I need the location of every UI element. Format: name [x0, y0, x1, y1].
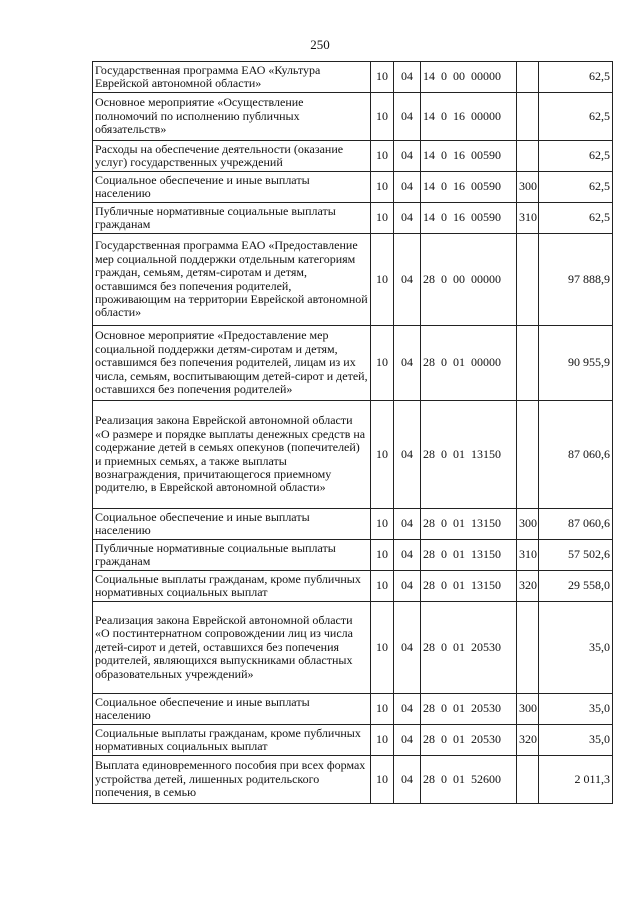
expense-type-code: 300 — [517, 172, 539, 203]
row-description: Социальное обеспечение и иные выплаты населению — [93, 694, 371, 725]
target-item-code: 14 0 16 00590 — [421, 172, 517, 203]
target-item-code: 28 0 01 13150 — [421, 401, 517, 509]
row-description: Государственная программа ЕАО «Предоставление мер социальной поддержки отдельным категориям граждан, семьям, детям-сиротам и детям, оставшимся без попечения родителей, проживающим на территории Еврейской автономной области» — [93, 234, 371, 326]
target-item-code: 28 0 01 20530 — [421, 694, 517, 725]
subsection-code: 04 — [394, 172, 421, 203]
table-row — [93, 540, 613, 571]
row-description: Публичные нормативные социальные выплаты гражданам — [93, 540, 371, 571]
target-item-code: 14 0 16 00590 — [421, 141, 517, 172]
section-code: 10 — [371, 326, 394, 401]
target-item-code: 28 0 01 13150 — [421, 571, 517, 602]
row-description: Государственная программа ЕАО «Культура Еврейской автономной области» — [93, 62, 371, 93]
row-description: Социальные выплаты гражданам, кроме публичных нормативных социальных выплат — [93, 571, 371, 602]
expense-type-code: 320 — [517, 725, 539, 756]
amount: 97 888,9 — [539, 234, 613, 326]
amount: 62,5 — [539, 141, 613, 172]
amount: 62,5 — [539, 93, 613, 141]
subsection-code: 04 — [394, 694, 421, 725]
row-description: Социальные выплаты гражданам, кроме публичных нормативных социальных выплат — [93, 725, 371, 756]
row-description: Реализация закона Еврейской автономной области «О размере и порядке выплаты денежных средств на содержание детей в семьях опекунов (попечителей) и приемных семьях, а также выплаты вознаграждения, причитающегося приемному родителю, в Еврейской автономной области» — [93, 401, 371, 509]
table-row — [93, 62, 613, 93]
subsection-code: 04 — [394, 602, 421, 694]
amount: 57 502,6 — [539, 540, 613, 571]
table-row — [93, 326, 613, 401]
table-row — [93, 694, 613, 725]
section-code: 10 — [371, 694, 394, 725]
table-row — [93, 234, 613, 326]
amount: 35,0 — [539, 602, 613, 694]
section-code: 10 — [371, 509, 394, 540]
budget-table — [92, 61, 613, 804]
expense-type-code — [517, 141, 539, 172]
target-item-code: 14 0 16 00590 — [421, 203, 517, 234]
table-row — [93, 509, 613, 540]
table-row — [93, 725, 613, 756]
amount: 35,0 — [539, 694, 613, 725]
amount: 35,0 — [539, 725, 613, 756]
expense-type-code: 300 — [517, 694, 539, 725]
table-row — [93, 571, 613, 602]
subsection-code: 04 — [394, 540, 421, 571]
section-code: 10 — [371, 234, 394, 326]
row-description: Расходы на обеспечение деятельности (оказание услуг) государственных учреждений — [93, 141, 371, 172]
subsection-code: 04 — [394, 203, 421, 234]
amount: 90 955,9 — [539, 326, 613, 401]
subsection-code: 04 — [394, 571, 421, 602]
target-item-code: 28 0 00 00000 — [421, 234, 517, 326]
amount: 87 060,6 — [539, 509, 613, 540]
row-description: Основное мероприятие «Предоставление мер социальной поддержки детям-сиротам и детям, оставшимся без попечения родителей, лицам из их числа, семьям, воспитывающим детей-сирот и детей, оставшихся без попечения родителей» — [93, 326, 371, 401]
section-code: 10 — [371, 401, 394, 509]
section-code: 10 — [371, 602, 394, 694]
subsection-code: 04 — [394, 62, 421, 93]
target-item-code: 14 0 00 00000 — [421, 62, 517, 93]
table-row — [93, 602, 613, 694]
subsection-code: 04 — [394, 509, 421, 540]
table-row — [93, 93, 613, 141]
row-description: Публичные нормативные социальные выплаты гражданам — [93, 203, 371, 234]
row-description: Выплата единовременного пособия при всех формах устройства детей, лишенных родительского попечения, в семью — [93, 756, 371, 804]
amount: 62,5 — [539, 62, 613, 93]
expense-type-code: 310 — [517, 203, 539, 234]
section-code: 10 — [371, 93, 394, 141]
subsection-code: 04 — [394, 401, 421, 509]
subsection-code: 04 — [394, 234, 421, 326]
amount: 62,5 — [539, 203, 613, 234]
target-item-code: 28 0 01 20530 — [421, 602, 517, 694]
target-item-code: 28 0 01 13150 — [421, 540, 517, 571]
section-code: 10 — [371, 571, 394, 602]
expense-type-code — [517, 93, 539, 141]
target-item-code: 28 0 01 13150 — [421, 509, 517, 540]
expense-type-code — [517, 326, 539, 401]
expense-type-code: 310 — [517, 540, 539, 571]
page-number: 250 — [310, 37, 330, 52]
row-description: Основное мероприятие «Осуществление полномочий по исполнению публичных обязательств» — [93, 93, 371, 141]
expense-type-code — [517, 756, 539, 804]
table-row — [93, 172, 613, 203]
section-code: 10 — [371, 62, 394, 93]
table-row — [93, 203, 613, 234]
table-row — [93, 756, 613, 804]
subsection-code: 04 — [394, 141, 421, 172]
row-description: Социальное обеспечение и иные выплаты населению — [93, 509, 371, 540]
table-row — [93, 141, 613, 172]
row-description: Реализация закона Еврейской автономной области «О постинтернатном сопровождении лиц из числа детей-сирот и детей, оставшихся без попечения родителей, являющихся выпускниками областных образовательных учреждений» — [93, 602, 371, 694]
expense-type-code: 320 — [517, 571, 539, 602]
table-row — [93, 401, 613, 509]
amount: 2 011,3 — [539, 756, 613, 804]
expense-type-code — [517, 602, 539, 694]
expense-type-code — [517, 234, 539, 326]
section-code: 10 — [371, 172, 394, 203]
section-code: 10 — [371, 540, 394, 571]
subsection-code: 04 — [394, 93, 421, 141]
amount: 29 558,0 — [539, 571, 613, 602]
section-code: 10 — [371, 725, 394, 756]
target-item-code: 28 0 01 00000 — [421, 326, 517, 401]
row-description: Социальное обеспечение и иные выплаты населению — [93, 172, 371, 203]
subsection-code: 04 — [394, 326, 421, 401]
amount: 87 060,6 — [539, 401, 613, 509]
expense-type-code — [517, 62, 539, 93]
target-item-code: 28 0 01 52600 — [421, 756, 517, 804]
section-code: 10 — [371, 141, 394, 172]
subsection-code: 04 — [394, 725, 421, 756]
amount: 62,5 — [539, 172, 613, 203]
target-item-code: 14 0 16 00000 — [421, 93, 517, 141]
target-item-code: 28 0 01 20530 — [421, 725, 517, 756]
expense-type-code — [517, 401, 539, 509]
expense-type-code: 300 — [517, 509, 539, 540]
section-code: 10 — [371, 203, 394, 234]
subsection-code: 04 — [394, 756, 421, 804]
section-code: 10 — [371, 756, 394, 804]
budget-table-body — [93, 62, 613, 804]
